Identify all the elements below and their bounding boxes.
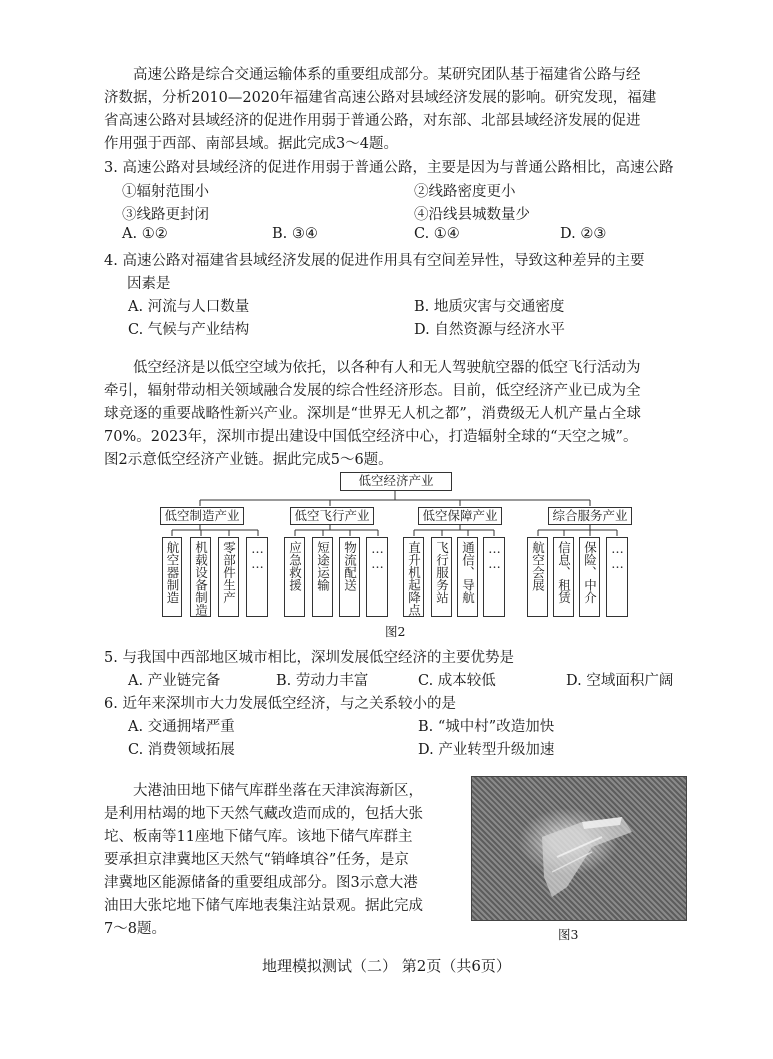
q3-stem: 3. 高速公路对县域经济的促进作用弱于普通公路，主要是因为与普通公路相比，高速公路 [104,160,674,176]
page-footer: 地理模拟测试（二） 第2页（共6页） [262,957,511,975]
diagram-leaf-2-1: 应急救援 [284,537,305,617]
intro2-line-4: 70%。2023年，深圳市提出建设中国低空经济中心，打造辐射全球的“天空之城”。 [104,429,638,445]
q6-option-c: C. 消费领域拓展 [128,742,235,758]
q3-item-1: ①辐射范围小 [122,184,209,200]
q3-option-a: A. ①② [122,226,168,242]
diagram-group-1-box: 低空制造产业 [160,507,244,525]
diagram-leaf-3-4: …… [483,537,505,617]
diagram-leaf-4-3: 保险、中介 [579,537,600,617]
q6-option-d: D. 产业转型升级加速 [418,742,555,758]
diagram-group-2-box: 低空飞行产业 [290,507,374,525]
intro3-line-1: 大港油田地下储气库群坐落在天津滨海新区， [133,783,423,799]
intro2-line-1: 低空经济是以低空空域为依托，以各种有人和无人驾驶航空器的低空飞行活动为 [133,360,641,376]
intro1-line-2: 济数据，分析2010—2020年福建省高速公路对县域经济发展的影响。研究发现，福建 [104,90,657,106]
intro1-line-3: 省高速公路对县域经济的促进作用弱于普通公路，对东部、北部县域经济发展的促进 [104,113,641,129]
photo-illustration [472,777,686,920]
diagram-leaf-1-1: 航空器制造 [162,537,182,617]
diagram-group-3-box: 低空保障产业 [418,507,502,525]
intro3-line-6: 油田大张坨地下储气库地表集注站景观。据此完成 [104,898,423,914]
q4-option-a: A. 河流与人口数量 [128,299,250,315]
intro2-line-2: 牵引，辐射带动相关领域融合发展的综合性经济形态。目前，低空经济产业已成为全 [104,383,641,399]
diagram-leaf-2-4: …… [366,537,388,617]
figure-2-caption: 图2 [385,624,406,639]
q6-option-b: B. “城中村”改造加快 [418,719,555,735]
diagram-leaf-1-2: 机载设备制造 [190,537,211,617]
intro2-line-3: 球竞逐的重要战略性新兴产业。深圳是“世界无人机之都”，消费级无人机产量占全球 [104,406,641,422]
intro2-line-5: 图2示意低空经济产业链。据此完成5～6题。 [104,452,393,468]
gas-storage-station-photo [471,776,687,921]
q4-option-b: B. 地质灾害与交通密度 [414,299,565,315]
diagram-group-4-box: 综合服务产业 [548,507,632,525]
q3-option-c: C. ①④ [414,226,460,242]
intro1-line-4: 作用强于西部、南部县域。据此完成3～4题。 [104,136,398,152]
diagram-leaf-4-4: …… [606,537,628,617]
q3-option-b: B. ③④ [272,226,318,242]
q5-option-b: B. 劳动力丰富 [276,673,369,689]
q4-option-c: C. 气候与产业结构 [128,322,250,338]
q5-option-a: A. 产业链完备 [128,673,221,689]
q5-option-c: C. 成本较低 [418,673,496,689]
diagram-leaf-3-1: 直升机起降点 [403,537,424,617]
diagram-leaf-1-3: 零部件生产 [218,537,239,617]
q3-item-4: ④沿线县城数量少 [414,207,530,223]
diagram-leaf-3-3: 通信、导航 [457,537,478,617]
figure-3-caption: 图3 [558,927,579,942]
q5-stem: 5. 与我国中西部地区城市相比，深圳发展低空经济的主要优势是 [104,650,514,666]
industry-chain-diagram [150,470,640,620]
diagram-root-box: 低空经济产业 [340,472,452,491]
q3-item-2: ②线路密度更小 [414,184,516,200]
intro3-line-7: 7～8题。 [104,921,166,937]
q4-option-d: D. 自然资源与经济水平 [414,322,565,338]
diagram-leaf-4-2: 信息、租赁 [553,537,574,617]
diagram-leaf-1-4: …… [246,537,268,617]
diagram-leaf-2-2: 短途运输 [312,537,333,617]
q3-option-d: D. ②③ [560,226,607,242]
q3-item-3: ③线路更封闭 [122,207,209,223]
q4-stem-line-1: 4. 高速公路对福建省县域经济发展的促进作用具有空间差异性，导致这种差异的主要 [104,253,645,269]
diagram-leaf-2-3: 物流配送 [339,537,360,617]
q6-option-a: A. 交通拥堵严重 [128,719,235,735]
intro3-line-5: 津冀地区能源储备的重要组成部分。图3示意大港 [104,875,418,891]
q6-stem: 6. 近年来深圳市大力发展低空经济，与之关系较小的是 [104,696,456,712]
diagram-leaf-3-2: 飞行服务站 [431,537,452,617]
intro3-line-4: 要承担京津冀地区天然气“销峰填谷”任务，是京 [104,852,409,868]
diagram-leaf-4-1: 航空会展 [527,537,548,617]
intro3-line-3: 坨、板南等11座地下储气库。该地下储气库群主 [104,829,413,845]
intro3-line-2: 是利用枯竭的地下天然气藏改造而成的，包括大张 [104,806,423,822]
q4-stem-line-2: 因素是 [127,276,171,292]
intro1-line-1: 高速公路是综合交通运输体系的重要组成部分。某研究团队基于福建省公路与经 [133,67,641,83]
q5-option-d: D. 空域面积广阔 [566,673,674,689]
